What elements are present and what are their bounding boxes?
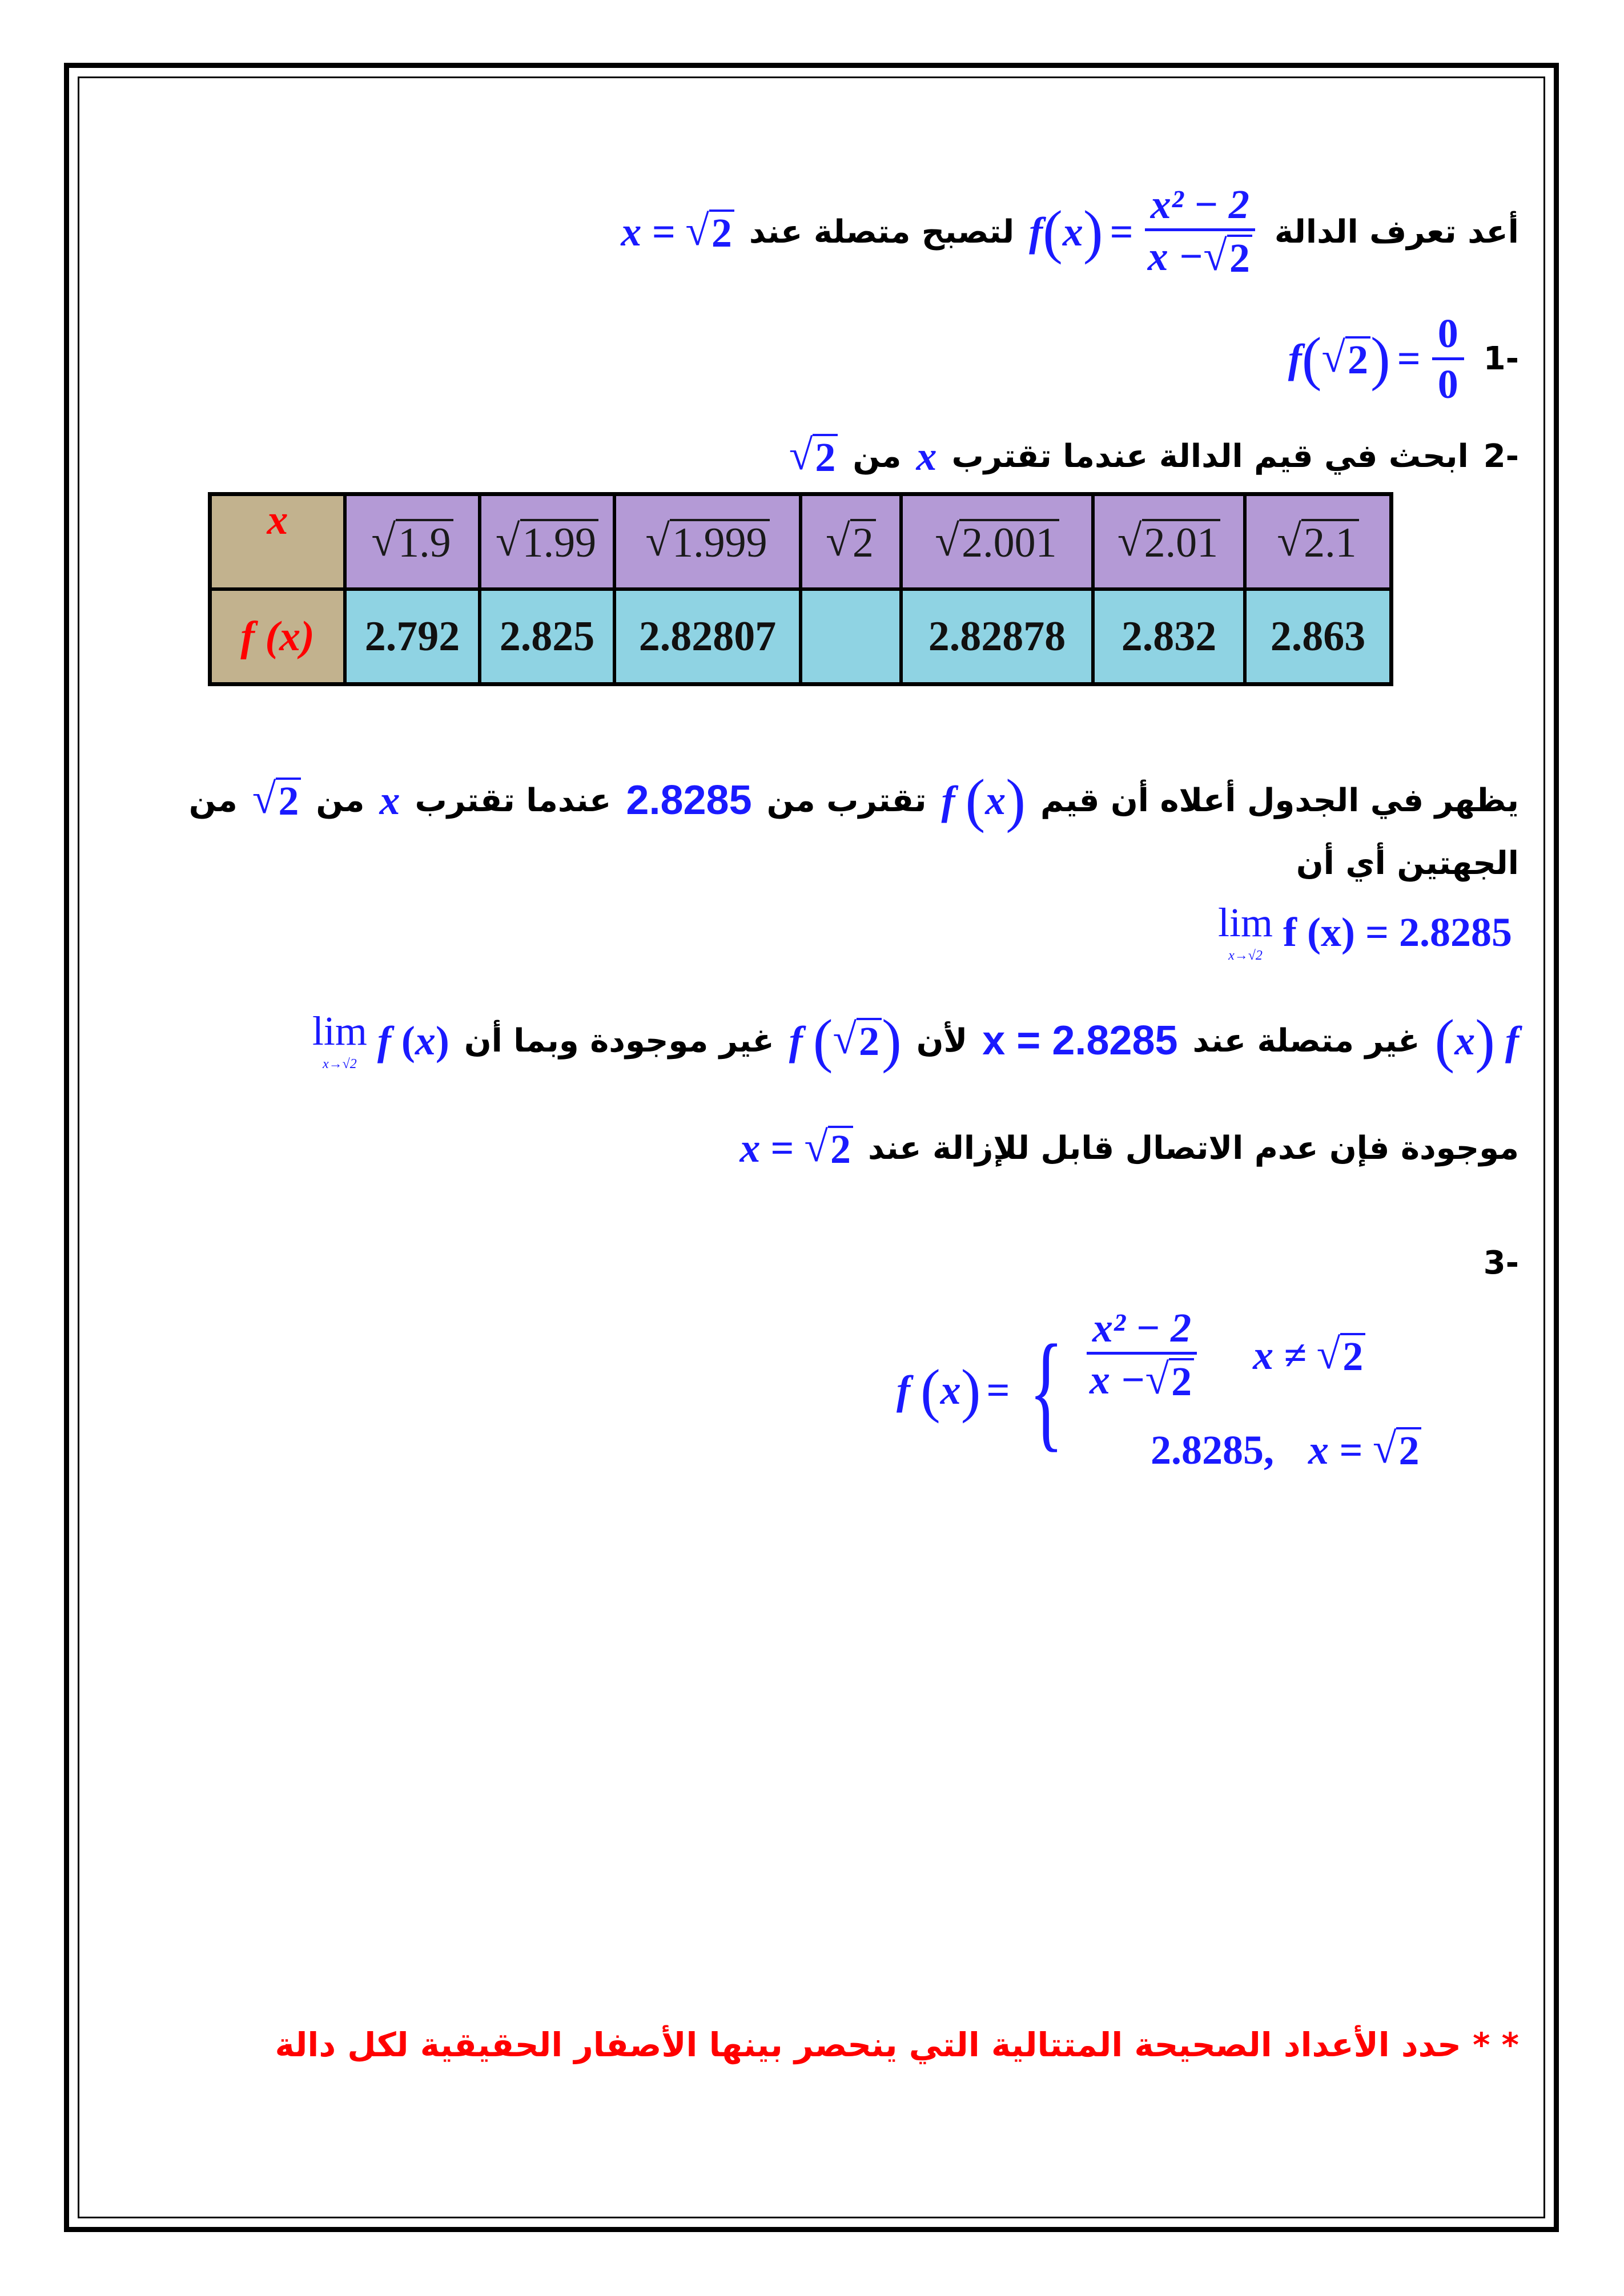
para3-line [739, 1125, 1519, 1172]
table-cell-x: √ 2.001 [901, 494, 1093, 590]
para2-line [312, 1007, 1519, 1074]
limit-word: lim [1218, 900, 1273, 945]
fraction-den-radicand: 2 [1227, 235, 1252, 280]
para2-text-b: لأن [916, 1022, 968, 1060]
table-cell-x: √ 1.999 [614, 494, 801, 590]
case1-condition: x ≠ [1253, 1332, 1307, 1378]
limit-expression [1218, 902, 1512, 962]
table-cell-fx: 2.832 [1093, 589, 1245, 684]
case2-value: 2.8285, [1150, 1427, 1274, 1473]
table-cell-x: √ 1.99 [480, 494, 614, 590]
limit-subscript: x→√2 [1228, 948, 1263, 963]
intro-text: أعد تعرف الدالة [1274, 213, 1519, 251]
step2-sqrt: √ 2 [789, 434, 838, 480]
table-cell-fx: 2.825 [480, 589, 614, 684]
para2-text-c: غير موجودة وبما أن [464, 1022, 774, 1060]
para1-sqrt: √ 2 [252, 778, 302, 823]
step3-label-line [1484, 1244, 1519, 1282]
para1-fx: f ( x ) [941, 767, 1026, 833]
para2-equation: x = 2.8285 [982, 1018, 1178, 1064]
table-cell-fx: 2.863 [1245, 589, 1392, 684]
table-cell-x: √ 2.01 [1093, 494, 1245, 590]
piecewise-lhs: f ( x ) = [897, 1357, 1010, 1424]
step1-expression: f ( √ 2 ) = $\frac{0}{0}$ [1288, 313, 1469, 405]
func-name: f [1029, 208, 1043, 255]
point-lhs: x = [621, 208, 676, 255]
limit-line [1218, 902, 1512, 962]
para1-text-e: من [188, 782, 238, 819]
para1-text-c: عندما تقترب [415, 782, 612, 819]
step3-label: -3 [1483, 1244, 1519, 1282]
intro-text-after: لتصبح متصلة عند [749, 213, 1015, 251]
step1-denominator: 0 [1437, 361, 1458, 407]
para2-limit: lim x→√2 f ( x ) [312, 1008, 449, 1072]
table-cell-x: √ 2 [801, 494, 901, 590]
limit-value: f (x) = 2.8285 [1283, 909, 1512, 955]
para2-fx: ( x ) f [1434, 1007, 1519, 1074]
table-cell-fx: 2.82878 [901, 589, 1093, 684]
step2-var: x [916, 433, 937, 479]
step2-label: -2 [1483, 438, 1519, 475]
table-cell-fx: 2.792 [345, 589, 480, 684]
step1-line [1288, 313, 1519, 405]
table-row-x [210, 494, 1392, 590]
table-header-fx: f (x) [210, 589, 345, 684]
point-radicand: 2 [709, 210, 734, 255]
step2-from: من [853, 438, 902, 475]
intro-line [621, 184, 1519, 280]
step2-line [789, 433, 1519, 480]
table-row-fx [210, 589, 1392, 684]
step2-text: ابحث في قيم الدالة عندما تقترب [951, 438, 1469, 475]
para2-f-sqrt: f ( √ 2 ) [789, 1007, 902, 1074]
piecewise-function [897, 1307, 1421, 1474]
para1-text-line2: الجهتين أي أن [1296, 845, 1519, 882]
para1-line2 [1296, 845, 1519, 882]
step1-numerator: 0 [1432, 313, 1464, 360]
fraction-den-x: x − [1147, 233, 1204, 279]
piecewise-brace: { [1028, 1317, 1064, 1463]
para2-text-a: غير متصلة عند [1192, 1022, 1420, 1060]
piecewise-case-1: x² − 2 x − √ 2 x ≠ √ 2 [1082, 1307, 1422, 1404]
para1-line1 [188, 767, 1519, 833]
function-fraction: x² − 2 x − √ 2 [1145, 184, 1255, 280]
table-header-x: x [210, 494, 345, 590]
para1-var: x [379, 777, 400, 823]
continuity-point: x = √ 2 [621, 208, 734, 256]
para3-text: موجودة فإن عدم الاتصال قابل للإزالة عند [867, 1130, 1519, 1167]
para1-text-d: من [316, 782, 365, 819]
step1-label: -1 [1483, 340, 1519, 377]
func-var: x [1062, 208, 1083, 255]
para1-value: 2.8285 [626, 778, 752, 824]
para1-text-a: يظهر في الجدول أعلاه أن قيم [1040, 782, 1519, 819]
exercise-note: * * حدد الأعداد الصحيحة المتتالية التي ينحصر بينها الأصفار الحقيقية لكل دالة [275, 2025, 1519, 2064]
values-table [208, 492, 1393, 686]
fraction-numerator: x² − 2 [1145, 184, 1255, 231]
case2-condition: x = [1308, 1427, 1362, 1473]
table-cell-x: √ 2.1 [1245, 494, 1392, 590]
para1-text-b: تقترب من [766, 782, 927, 819]
function-definition: f ( x ) = x² − 2 x − √ 2 [1029, 184, 1260, 280]
piecewise-case-2: 2.8285, x = √ 2 [1082, 1427, 1422, 1474]
table-cell-fx [801, 589, 901, 684]
piecewise-cases [1082, 1307, 1422, 1474]
table-cell-x: √ 1.9 [345, 494, 480, 590]
table-cell-fx: 2.82807 [614, 589, 801, 684]
para3-point: x = √ 2 [739, 1125, 853, 1172]
